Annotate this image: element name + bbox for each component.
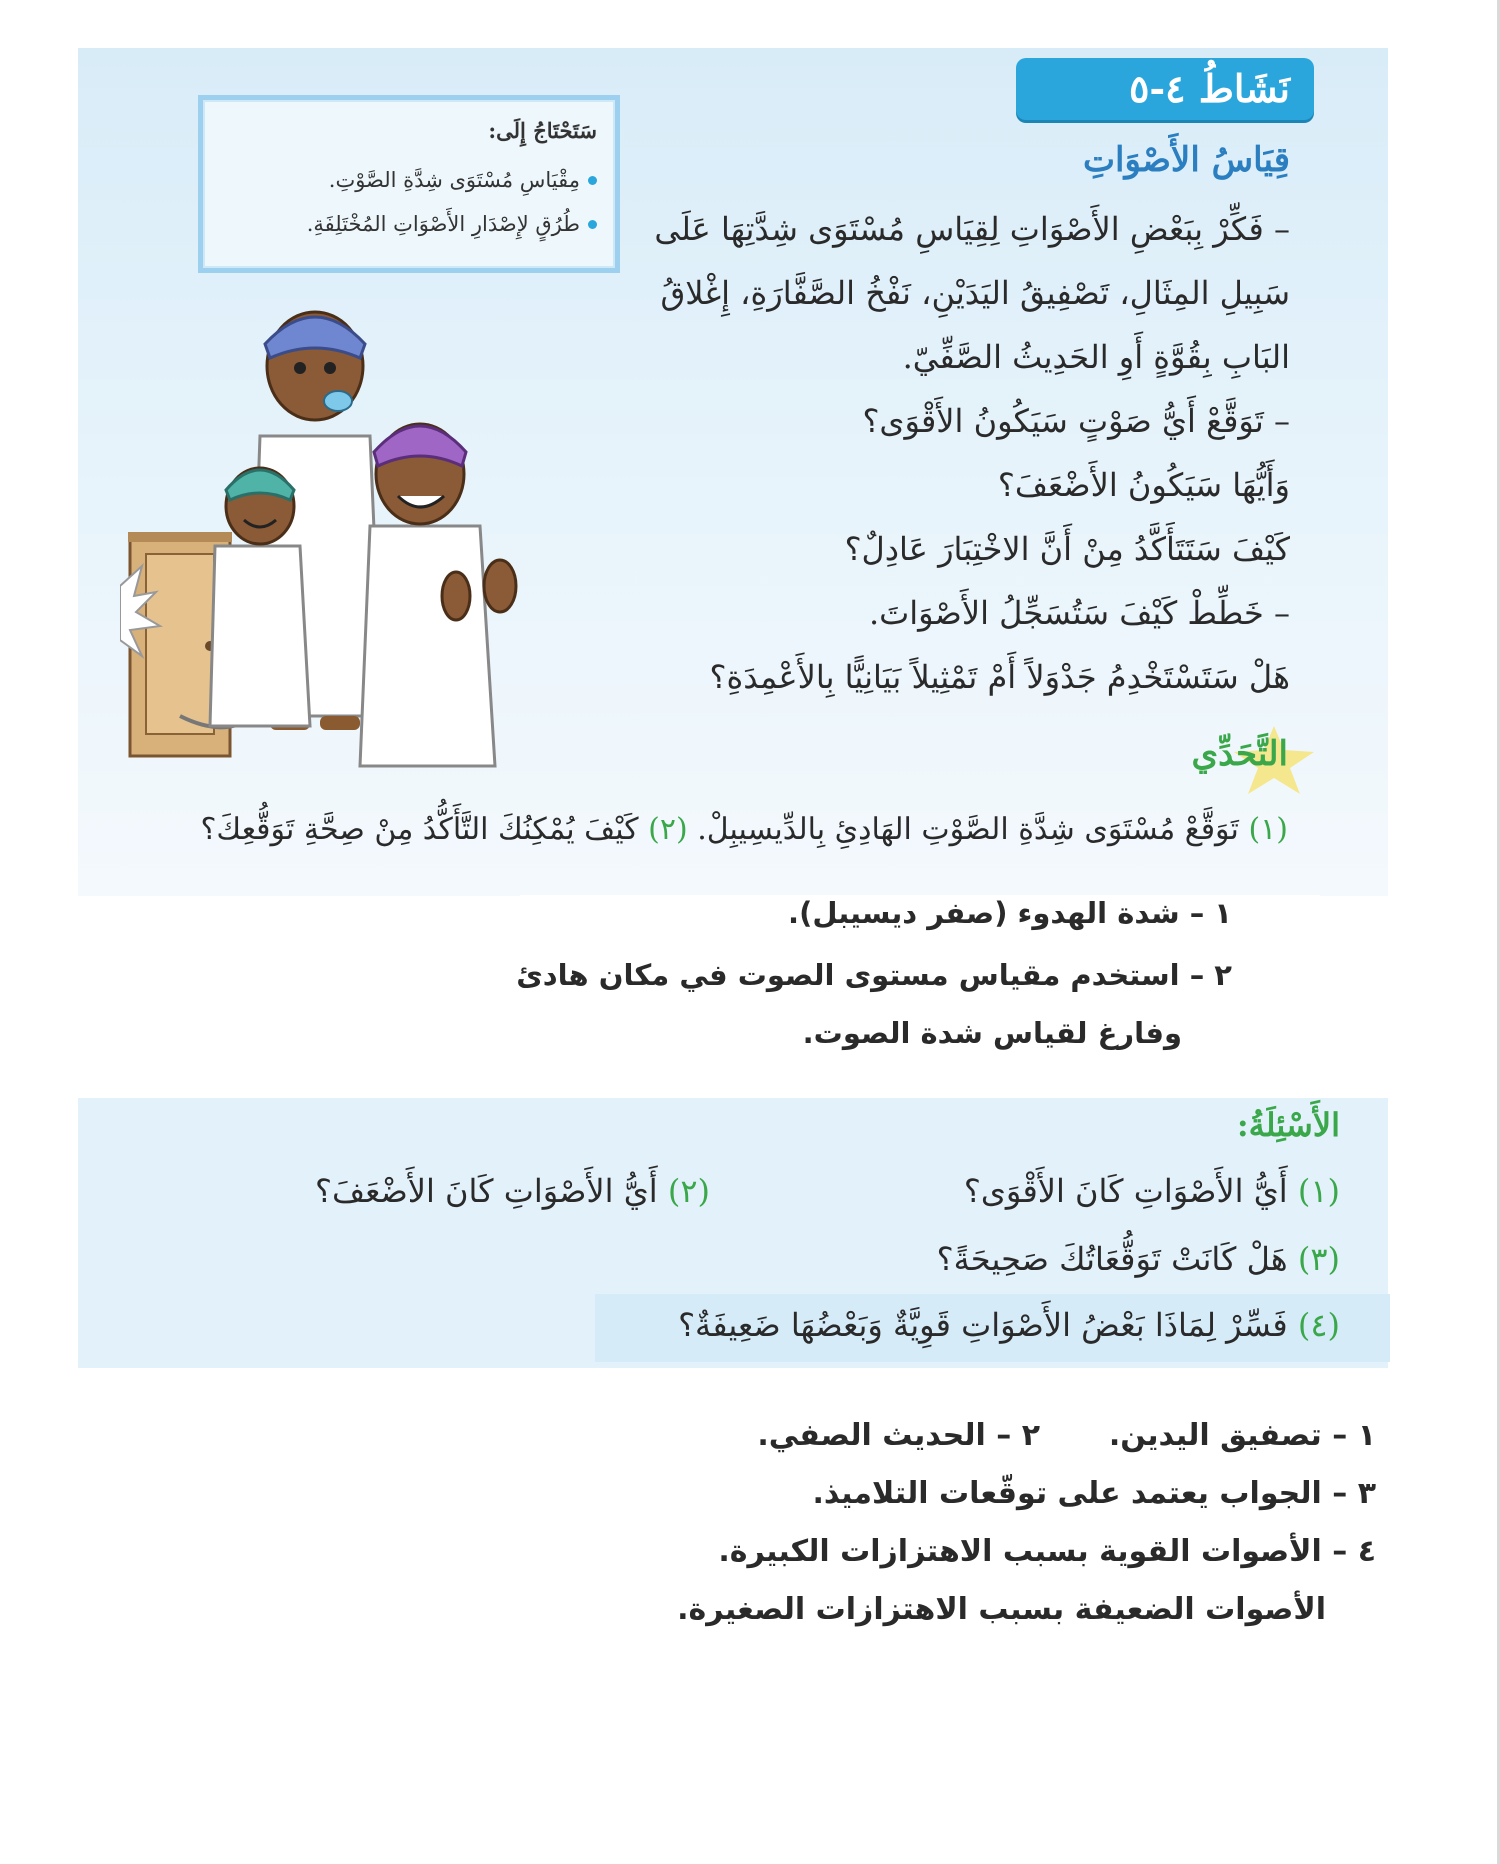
question-4-text: فَسِّرْ لِمَاذَا بَعْضُ الأَصْوَاتِ قَوِيَّةٌ وَبَعْضُهَا ضَعِيفَةٌ؟ <box>678 1306 1288 1344</box>
bullet-dot-icon <box>588 176 597 185</box>
materials-title: سَتَحْتَاجُ إِلَى: <box>488 118 597 143</box>
answer-4: ٤ – الأصوات القوية بسبب الاهتزازات الكبيرة. <box>718 1534 1376 1569</box>
activity-title: قِيَاسُ الأَصْوَاتِ <box>1083 140 1290 180</box>
activity-line-4: – تَوَقَّعْ أَيُّ صَوْتٍ سَيَكُونُ الأَقْوَى؟ <box>862 402 1290 440</box>
materials-item-1 <box>329 168 597 192</box>
front-boy <box>360 424 516 766</box>
challenge-label: التَّحَدِّي <box>1191 734 1288 774</box>
challenge-q1-number: (١) <box>1248 812 1288 847</box>
activity-line-5: وَأَيُّهَا سَيَكُونُ الأَضْعَفَ؟ <box>997 466 1290 504</box>
challenge-answer-1: ١ – شدة الهدوء (صفر ديسيبل). <box>788 896 1232 930</box>
challenge-answer-2: ٢ – استخدم مقياس مستوى الصوت في مكان هادئ <box>516 958 1232 992</box>
answer-2: ٢ – الحديث الصفي. <box>757 1418 1040 1453</box>
answer-1: ١ – تصفيق اليدين. <box>1108 1418 1376 1453</box>
challenge-questions <box>201 812 1289 847</box>
question-3 <box>937 1240 1340 1278</box>
question-3-number: (٣) <box>1297 1240 1340 1278</box>
questions-label: الأَسْئِلَةُ: <box>1236 1106 1340 1144</box>
activity-line-8: هَلْ سَتَسْتَخْدِمُ جَدْوَلاً أَمْ تَمْثِيلاً بَيَانِيًّا بِالأَعْمِدَةِ؟ <box>709 658 1290 696</box>
activity-badge-text: نَشَاطُ ٤-٥ <box>1128 66 1290 111</box>
question-1-number: (١) <box>1297 1172 1340 1210</box>
question-2-text: أَيُّ الأَصْوَاتِ كَانَ الأَضْعَفَ؟ <box>315 1172 658 1210</box>
activity-line-2: سَبِيلِ المِثَالِ، تَصْفِيقُ اليَدَيْنِ، نَفْخُ الصَّفَّارَةِ، إِغْلاقُ <box>660 274 1290 312</box>
small-boy <box>210 468 310 726</box>
materials-item-1-text: مِقْيَاسِ مُسْتَوَى شِدَّةِ الصَّوْتِ. <box>328 168 580 192</box>
materials-item-2-text: طُرُقٍ لإِصْدَارِ الأَصْوَاتِ المُخْتَلِفَةِ. <box>306 212 580 236</box>
question-2-number: (٢) <box>667 1172 710 1210</box>
challenge-q1-text: تَوَقَّعْ مُسْتَوَى شِدَّةِ الصَّوْتِ الهَادِئِ بِالدِّيسِيبِلْ. <box>697 812 1239 847</box>
question-4-number: (٤) <box>1297 1306 1340 1344</box>
bullet-dot-icon <box>588 220 597 229</box>
answer-3: ٣ – الجواب يعتمد على توقّعات التلاميذ. <box>812 1476 1376 1511</box>
question-2 <box>315 1172 710 1210</box>
children-door-illustration <box>120 296 550 776</box>
answer-5: الأصوات الضعيفة بسبب الاهتزازات الصغيرة. <box>677 1592 1326 1627</box>
activity-line-1: – فَكِّرْ بِبَعْضِ الأَصْوَاتِ لِقِيَاسِ مُسْتَوَى شِدَّتِهَا عَلَى <box>654 210 1290 248</box>
question-1-text: أَيُّ الأَصْوَاتِ كَانَ الأَقْوَى؟ <box>963 1172 1288 1210</box>
materials-item-2 <box>307 212 597 236</box>
activity-line-3: البَابِ بِقُوَّةٍ أَوِ الحَدِيثُ الصَّفِّيّ. <box>902 338 1290 376</box>
challenge-q2-number: (٢) <box>648 812 688 847</box>
activity-line-6: كَيْفَ سَتَتَأَكَّدُ مِنْ أَنَّ الاخْتِبَارَ عَادِلٌ؟ <box>844 530 1290 568</box>
question-4 <box>678 1306 1340 1344</box>
challenge-answer-3: وفارغ لقياس شدة الصوت. <box>802 1016 1182 1050</box>
challenge-q2-text: كَيْفَ يُمْكِنُكَ التَّأَكُّدُ مِنْ صِحَّةِ تَوَقُّعِكَ؟ <box>200 812 639 847</box>
question-3-text: هَلْ كَانَتْ تَوَقُّعَاتُكَ صَحِيحَةً؟ <box>936 1240 1288 1278</box>
activity-line-7: – خَطِّطْ كَيْفَ سَتُسَجِّلُ الأَصْوَاتَ. <box>868 594 1290 632</box>
activity-badge <box>1016 58 1314 120</box>
materials-box <box>198 95 620 273</box>
question-1 <box>964 1172 1340 1210</box>
